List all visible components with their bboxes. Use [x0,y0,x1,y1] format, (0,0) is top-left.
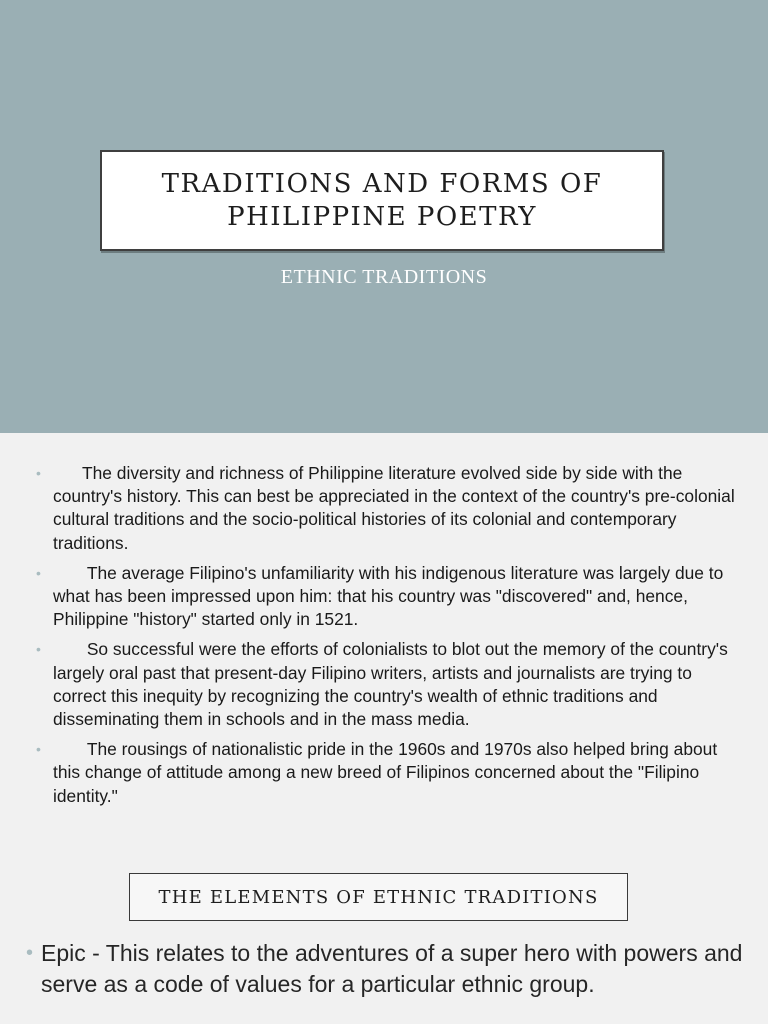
bullet-list [36,462,740,815]
bullet-item [36,738,736,808]
title-slide [0,0,768,433]
epic-bullet [26,938,746,1000]
bullet-item [36,638,736,731]
bullet-text: The rousings of nationalistic pride in the 1960s and 1970s also helped bring about this change of attitude among a new breed of Filipinos concerned about the "Filipino identity." [53,739,723,806]
title-line-1: TRADITIONS AND FORMS OF [161,168,603,199]
title-box [100,150,664,251]
title-line-2: PHILIPPINE POETRY [227,201,537,232]
bullet-text: The average Filipino's unfamiliarity with his indigenous literature was largely due to what has been impressed upon him: that his country was "discovered" and, hence, Philippine "history" started only in 1521. [53,562,729,630]
bullet-item [36,562,736,632]
bullet-text: So successful were the efforts of colonialists to blot out the memory of the country's largely oral past that present-day Filipino writers, artists and journalists are trying to correct this inequity by recognizing the country's wealth of ethnic traditions and disseminating them in schools and in the mass media. [53,639,733,730]
bullet-text: The diversity and richness of Philippine literature evolved side by side with the country's history. This can best be appreciated in the context of the country's pre-colonial cultural traditions and the socio-political histories of its colonial and contemporary traditions. [53,463,740,553]
bullet-icon: • [26,942,34,964]
bullet-icon: • [36,641,41,658]
epic-text: Epic - This relates to the adventures of a super hero with powers and serve as a code of values for a particular ethnic group. [41,940,743,997]
bullet-icon: • [36,741,41,758]
subtitle: ETHNIC TRADITIONS [280,266,488,288]
elements-title: THE ELEMENTS OF ETHNIC TRADITIONS [158,886,599,908]
bullet-icon: • [36,465,41,481]
elements-title-box [129,873,628,921]
bullet-item [36,462,740,555]
bullet-icon: • [36,564,41,581]
